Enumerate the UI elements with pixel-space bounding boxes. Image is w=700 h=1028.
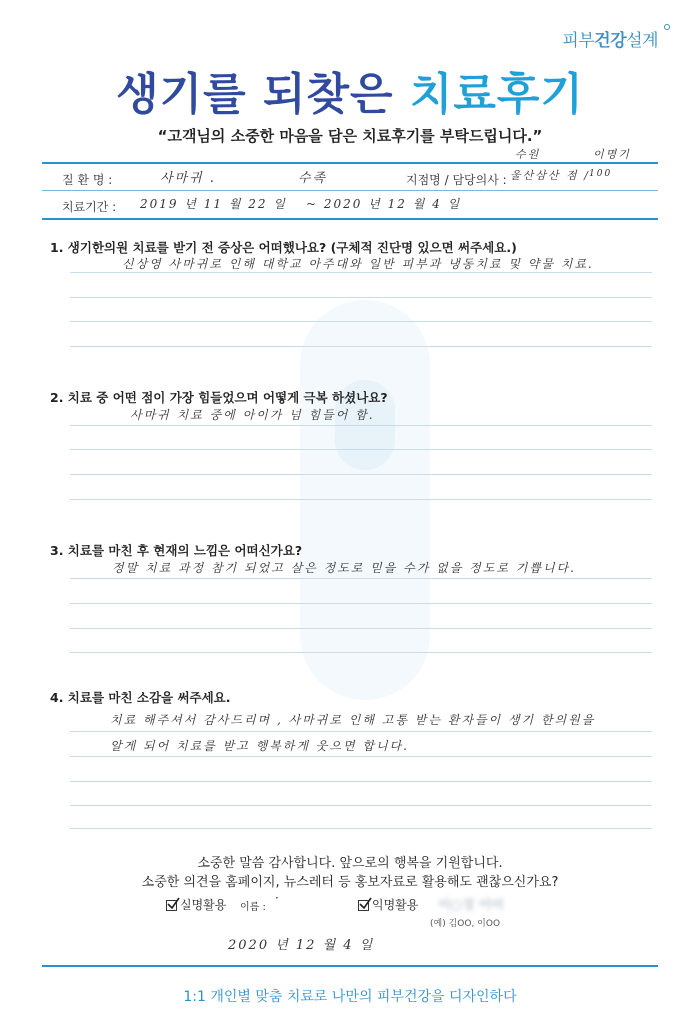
branch-label: 지점명 / 담당의사 :: [406, 173, 507, 187]
anon-option[interactable]: [358, 896, 418, 913]
brand-post: 설계: [626, 31, 658, 51]
name-example: (예) 김OO, 이OO: [430, 919, 501, 929]
page-subtitle: “고객님의 소중한 마음을 담은 치료후기를 부탁드립니다.”: [157, 127, 543, 145]
brand-pre: 피부: [562, 31, 595, 51]
period-end: ~ 2020 년 12 월 4 일: [306, 197, 462, 211]
question-2: 2. 치료 중 어떤 점이 가장 힘들었으며 어떻게 극복 하셨나요?: [50, 390, 388, 405]
answer-rule: [70, 499, 652, 500]
answer-2-line-1: 사마귀 치료 중에 아이가 넘 힘들어 함.: [130, 408, 375, 422]
answer-4-line-2: 알게 되어 치료를 받고 행복하게 웃으면 합니다.: [110, 739, 409, 753]
question-4: 4. 치료를 마친 소감을 써주세요.: [50, 690, 231, 705]
answer-rule: [70, 474, 652, 475]
header-bottom-rule: [42, 218, 658, 220]
disease-value-2: 수족: [298, 171, 328, 186]
footer-consent-question: 소중한 의견을 홈페이지, 뉴스레터 등 홍보자료로 활용해도 괜찮으신가요?: [141, 875, 559, 890]
answer-3-line-1: 정말 치료 과정 참기 되었고 살은 정도로 믿을 수가 없을 정도로 기쁩니다.: [112, 561, 576, 575]
answer-rule: [70, 449, 652, 450]
checkmark-icon: [166, 897, 180, 911]
name-label: 이름 :: [240, 902, 266, 913]
question-1: 1. 생기한의원 치료를 받기 전 증상은 어떠했나요? (구체적 진단명 있으면 써주세요.): [50, 240, 517, 255]
real-name-label: 실명활용: [180, 898, 227, 912]
anon-label: 익명활용: [372, 898, 419, 912]
answer-1-line-1: 신상영 사마귀로 인해 대학교 아주대와 일반 피부과 냉동치료 및 약물 치료.: [122, 257, 594, 271]
period-label: 치료기간 :: [62, 200, 117, 214]
anon-checkbox[interactable]: [358, 900, 369, 911]
footer-slogan: 1:1 개인별 맞춤 치료로 나만의 피부건강을 디자인하다: [183, 989, 517, 1005]
footer-rule: [42, 965, 658, 967]
anon-value-blurred: 이○정 어머: [438, 898, 504, 913]
header-top-rule: [42, 162, 658, 164]
answer-rule: [70, 346, 652, 347]
period-start: 2019 년 11 월 22 일: [140, 197, 287, 211]
answer-rule: [70, 756, 652, 757]
doctor-note: 수원: [515, 148, 541, 161]
real-name-option[interactable]: [166, 896, 226, 913]
answer-rule: [70, 321, 652, 322]
watermark-shape: [300, 300, 430, 700]
disease-value: 사마귀 .: [160, 171, 216, 186]
name-value: ·: [275, 891, 281, 905]
answer-rule: [70, 781, 652, 782]
answer-rule: [70, 425, 652, 426]
answer-4-line-1: 치료 해주셔서 감사드리며 , 사마귀로 인해 고통 받는 환자들이 생기 한의원을: [110, 713, 596, 727]
branch-value: 울산삼산 점 /: [510, 169, 590, 182]
title-main: 생기를 되찾은: [116, 69, 410, 120]
header-mid-rule: [42, 190, 658, 191]
checkmark-icon: [358, 897, 372, 911]
answer-rule: [70, 272, 652, 273]
doctor-name: 이명기: [593, 148, 631, 161]
question-3: 3. 치료를 마친 후 현재의 느낌은 어떠신가요?: [50, 543, 303, 558]
footer-thanks: 소중한 말씀 감사합니다. 앞으로의 행복을 기원합니다.: [197, 856, 503, 871]
answer-rule: [70, 297, 652, 298]
brand-dot-icon: [664, 24, 670, 30]
brand-strong: 건강: [594, 31, 627, 51]
page-title: [0, 58, 700, 122]
signed-date: 2020 년 12 월 4 일: [228, 938, 375, 953]
brand-logo: [562, 26, 658, 51]
answer-rule: [70, 731, 652, 732]
real-name-checkbox[interactable]: [166, 900, 177, 911]
answer-rule: [70, 805, 652, 806]
answer-rule: [70, 603, 652, 604]
doctor-suffix: 100: [589, 169, 613, 179]
answer-rule: [70, 652, 652, 653]
answer-rule: [70, 578, 652, 579]
title-accent: 치료후기: [409, 69, 584, 120]
disease-label: 질 환 명 :: [62, 173, 113, 187]
answer-rule: [70, 828, 652, 829]
answer-rule: [70, 628, 652, 629]
